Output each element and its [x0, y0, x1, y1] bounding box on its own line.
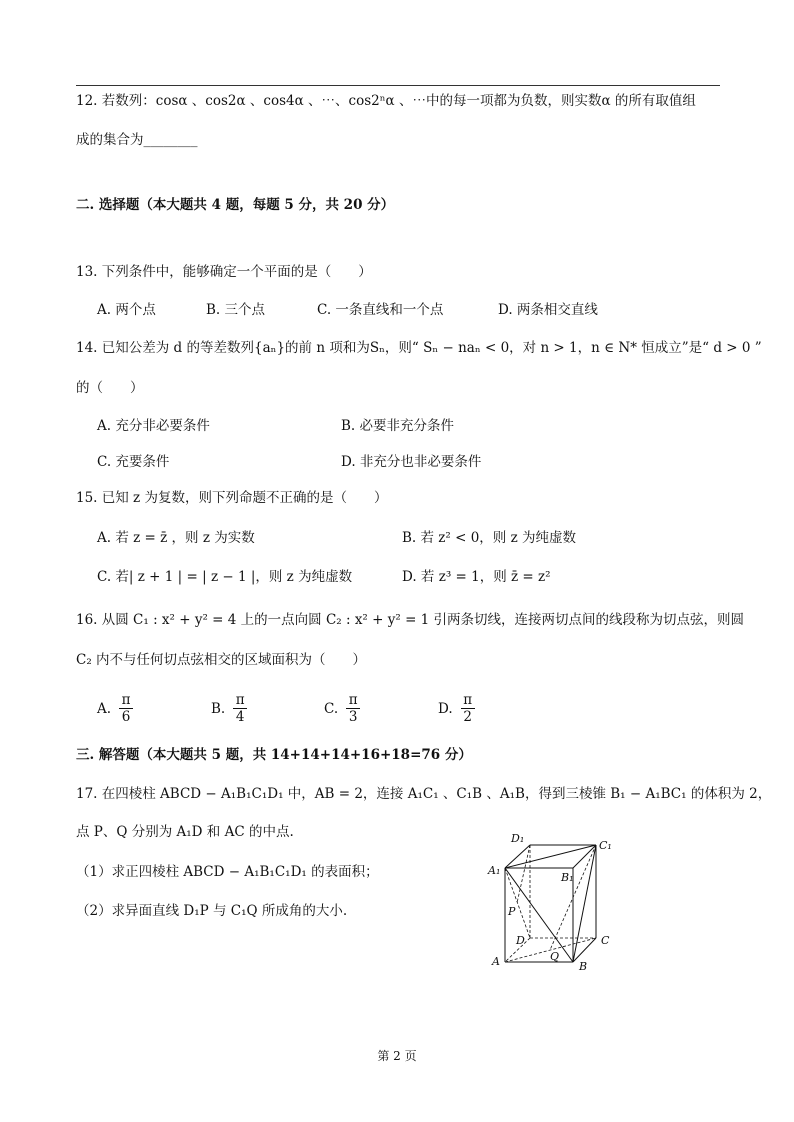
q16-option-b-numerator: π [235, 692, 245, 708]
label-q: Q [550, 950, 560, 963]
diagonal-a1-c1 [505, 845, 596, 868]
q17-line1: 17. 在四棱柱 ABCD − A₁B₁C₁D₁ 中，AB = 2，连接 A₁C₁ 、C₁B 、A₁B，得到三棱锥 B₁ − A₁BC₁ 的体积为 2， [76, 786, 772, 802]
q14-line2: 的（ ） [76, 380, 144, 396]
label-a1: A₁ [488, 864, 501, 877]
q16-option-b [211, 692, 247, 725]
q17-part2: （2）求异面直线 D₁P 与 C₁Q 所成角的大小. [76, 903, 348, 919]
q16-option-d-label: D. [438, 700, 453, 717]
header-rule [76, 85, 720, 86]
q14-option-a: A. 充分非必要条件 [97, 418, 210, 434]
q16-option-c-denominator: 3 [348, 709, 358, 725]
q13-option-c: C. 一条直线和一个点 [317, 302, 444, 318]
q15-option-d: D. 若 z³ = 1，则 z̄ = z² [402, 569, 551, 585]
q13-option-d: D. 两条相交直线 [498, 302, 598, 318]
q16-option-b-denominator: 4 [235, 709, 245, 725]
label-p: P [508, 905, 516, 918]
q16-option-d [438, 692, 475, 725]
q16-option-c-numerator: π [348, 692, 358, 708]
q12-line1: 12. 若数列：cosα 、cos2α 、cos4α 、⋯、cos2ⁿα 、⋯中的每一项都为负数，则实数α 的所有取值组 [76, 93, 696, 109]
hidden-segment-a1-d [505, 868, 530, 938]
q16-line1: 16. 从圆 C₁ : x² + y² = 4 上的一点向圆 C₂ : x² + y² = 1 引两条切线，连接两切点间的线段称为切点弦，则圆 [76, 612, 745, 628]
q13-option-a: A. 两个点 [97, 302, 156, 318]
label-b1: B₁ [561, 871, 574, 884]
q17-line2: 点 P、Q 分别为 A₁D 和 AC 的中点. [76, 824, 294, 840]
label-c1: C₁ [599, 839, 612, 852]
q13-option-b: B. 三个点 [206, 302, 266, 318]
label-d: D [516, 934, 525, 947]
label-a: A [492, 955, 500, 968]
diagonal-c1-b [573, 845, 596, 962]
q14-line1: 14. 已知公差为 d 的等差数列{aₙ}的前 n 项和为Sₙ，则“ Sₙ − naₙ < 0，对 n > 1，n ∈ N* 恒成立”是“ d > 0 ” [76, 340, 762, 356]
q17-part1: （1）求正四棱柱 ABCD − A₁B₁C₁D₁ 的表面积； [76, 864, 379, 880]
label-d1: D₁ [511, 832, 525, 845]
q16-option-a-label: A. [97, 700, 112, 717]
q14-option-b: B. 必要非充分条件 [341, 418, 455, 434]
q16-option-d-denominator: 2 [463, 709, 472, 725]
q16-option-a [97, 692, 133, 725]
q15-option-c: C. 若| z + 1 | = | z − 1 |，则 z 为纯虚数 [97, 569, 353, 585]
section2-heading: 二. 选择题（本大题共 4 题，每题 5 分，共 20 分） [76, 197, 395, 213]
q16-option-a-denominator: 6 [121, 709, 131, 725]
q14-option-d: D. 非充分也非必要条件 [341, 454, 482, 470]
q16-option-a-numerator: π [121, 692, 131, 708]
page-footer: 第 2 页 [377, 1049, 417, 1063]
label-c: C [601, 934, 610, 947]
q14-option-c: C. 充要条件 [97, 454, 170, 470]
q15-option-b: B. 若 z² < 0，则 z 为纯虚数 [402, 530, 576, 546]
q16-option-c-label: C. [324, 700, 339, 717]
edge-b-c [573, 938, 596, 962]
label-b: B [579, 960, 588, 973]
section3-heading: 三. 解答题（本大题共 5 题，共 14+14+14+16+18=76 分） [76, 747, 472, 763]
prism-figure [485, 825, 620, 975]
q15-stem: 15. 已知 z 为复数，则下列命题不正确的是（ ） [76, 490, 388, 506]
q16-option-b-label: B. [211, 700, 226, 717]
q12-line2: 成的集合为________ [76, 132, 198, 148]
q16-line2: C₂ 内不与任何切点弦相交的区域面积为（ ） [76, 652, 367, 668]
q16-option-c [324, 692, 360, 725]
q13-stem: 13. 下列条件中，能够确定一个平面的是（ ） [76, 264, 372, 280]
q15-option-a: A. 若 z = z̄ ，则 z 为实数 [97, 530, 255, 546]
q16-option-d-numerator: π [463, 692, 473, 708]
